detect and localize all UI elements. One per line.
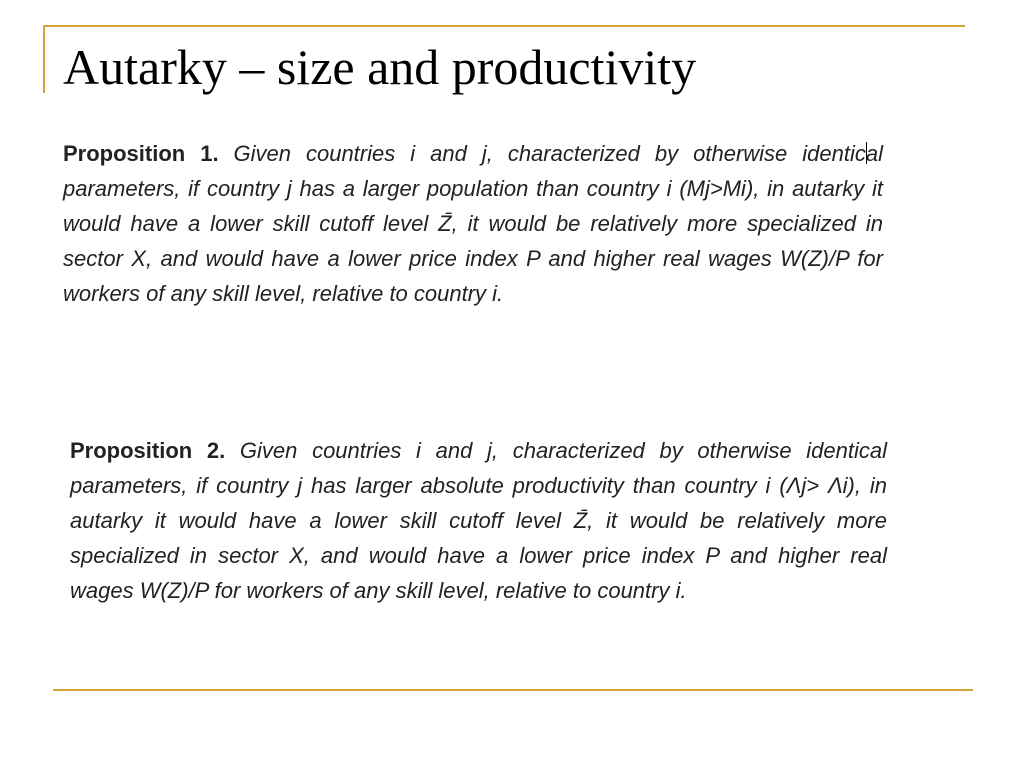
proposition-2-text: Given countries i and j, characterized by otherwise identical parameters, if country j has larger absolute productivity than country i (Λj> Λi), in autarky it would have a lower skill cutoff level Z̄, it would be relatively more specialized in sector X, and would have a lower price index P and higher real wages W(Z)/P for workers of any skill level, relative to country i. [70,438,887,603]
slide-title: Autarky – size and productivity [63,39,697,95]
footer-accent-rule [53,689,973,691]
proposition-2 [70,434,887,609]
title-accent-vertical-rule [43,25,45,93]
proposition-1 [63,137,883,312]
proposition-2-label: Proposition 2. [70,438,226,463]
title-accent-top-rule [43,25,965,27]
proposition-1-label: Proposition 1. [63,141,219,166]
proposition-1-text-end: al parameters, if country j has a larger population than country i (Mj>Mi), in autarky it would have a lower skill cutoff level Z̄, it would be relatively more specialized in sector X, and would have a lower price index P and higher real wages W(Z)/P for workers of any skill level, relative to country i. [63,141,883,306]
proposition-1-text-start: Given countries i and j, characterized by otherwise identic [233,141,866,166]
